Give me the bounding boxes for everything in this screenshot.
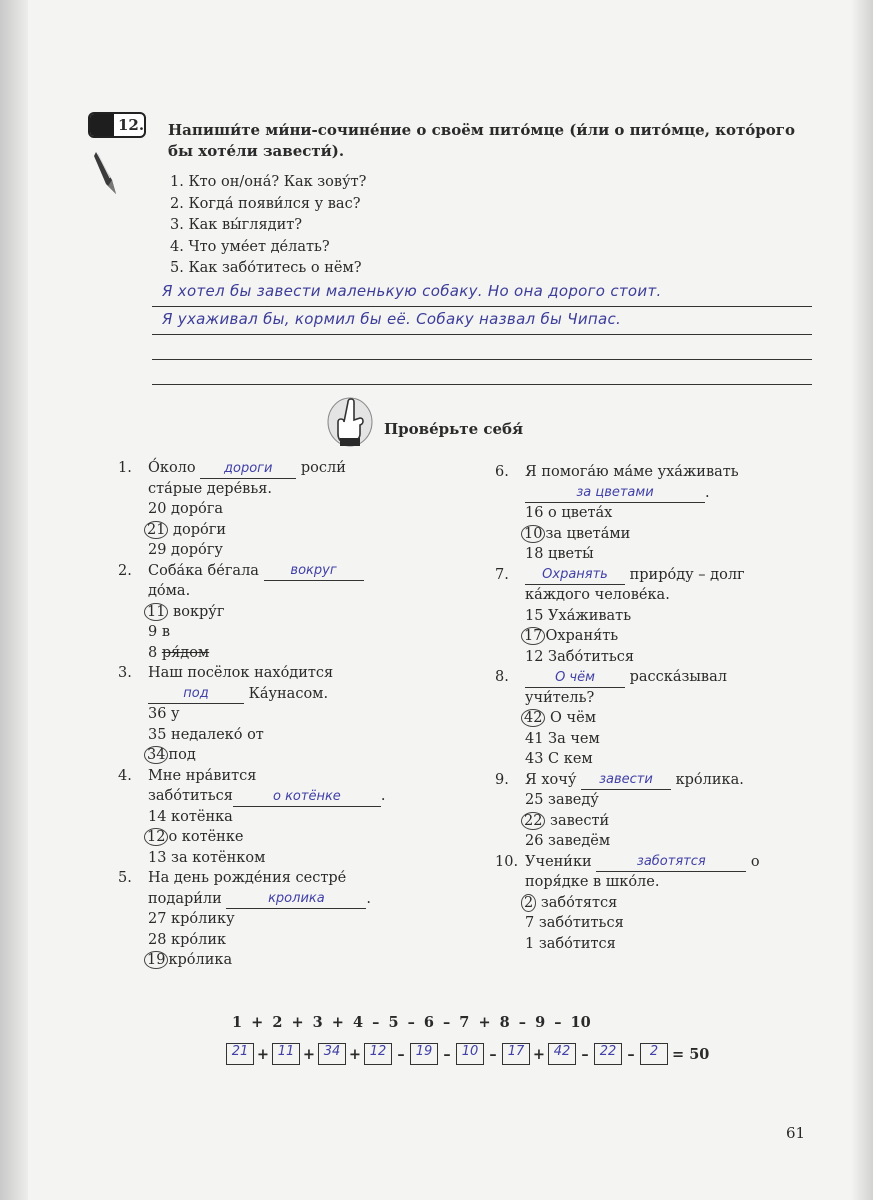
circle-mark: 34	[144, 746, 168, 764]
test-item-3	[118, 663, 498, 766]
answer-option-circled[interactable]: 42 О чём	[525, 708, 825, 729]
operator: +	[256, 1045, 270, 1063]
answer-option[interactable]: 28 кро́лик	[148, 931, 227, 948]
item-number: 7.	[495, 566, 509, 583]
handwritten-answer: о котёнке	[272, 788, 341, 804]
answer-option-circled[interactable]: 34 под	[148, 745, 498, 766]
answer-blank[interactable]	[233, 787, 381, 807]
item-text-line2: учи́тель?	[525, 689, 595, 706]
handwritten-answer: вокруг	[290, 563, 337, 578]
question-item: 2. Когда́ появи́лся у вас?	[170, 195, 361, 212]
writing-line[interactable]	[152, 282, 812, 307]
self-check-title: Прове́рьте себя́	[384, 420, 524, 438]
item-text-line2: поря́дке в шко́ле.	[525, 874, 660, 890]
operator: +	[302, 1045, 316, 1063]
answer-option[interactable]: 20 доро́га	[148, 501, 223, 517]
answer-blank[interactable]	[200, 459, 296, 479]
question-item: 3. Как вы́глядит?	[170, 217, 303, 233]
handwritten-answer: заботятся	[636, 854, 706, 869]
answer-option[interactable]: 29 доро́гу	[148, 542, 223, 558]
item-text-after: .	[366, 890, 372, 907]
answer-option[interactable]: 7 забо́титься	[525, 915, 624, 931]
circle-mark: 19	[144, 951, 168, 969]
answer-blank[interactable]	[525, 565, 625, 585]
answer-blank[interactable]	[581, 770, 671, 790]
answer-option[interactable]: 35 недалеко́ от	[148, 726, 264, 743]
handwritten-answer: дороги	[224, 460, 273, 476]
answer-blank[interactable]	[525, 483, 705, 503]
writing-line[interactable]	[152, 310, 812, 335]
item-text-line2: ка́ждого челове́ка.	[525, 587, 670, 603]
answer-option-circled[interactable]: 19 кро́лика	[148, 950, 498, 971]
handwritten-answer: О чём	[555, 669, 595, 685]
item-text-after: .	[705, 484, 710, 501]
item-text-line2: до́ма.	[148, 583, 191, 599]
handwritten-answer: под	[183, 686, 209, 701]
answer-option-circled[interactable]: 11 вокру́г	[148, 602, 498, 623]
item-text-after: о	[750, 853, 760, 870]
circle-mark: 22	[521, 812, 545, 830]
circle-mark: 21	[144, 521, 168, 539]
circle-mark: 42	[521, 709, 545, 727]
item-text-line2: забо́титься	[148, 788, 233, 804]
answer-option-circled[interactable]: 21 доро́ги	[148, 520, 498, 541]
exercise-number-badge	[88, 112, 146, 138]
answer-blank[interactable]	[148, 684, 244, 704]
answer-blank[interactable]	[525, 668, 625, 688]
answer-box[interactable]: 21	[226, 1043, 254, 1065]
item-number: 5.	[118, 870, 132, 886]
answer-option[interactable]: 26 заведём	[525, 833, 611, 849]
operator: +	[532, 1045, 546, 1063]
question-item: 1. Кто он/она́? Как зову́т?	[170, 174, 367, 190]
sum-result: = 50	[672, 1045, 710, 1063]
answer-blank[interactable]	[596, 852, 746, 872]
item-number: 3.	[118, 665, 132, 681]
item-text-after: кро́лика.	[675, 771, 744, 788]
item-text-after: расска́зывал	[629, 669, 727, 685]
answer-option[interactable]: 15 Уха́живать	[525, 607, 632, 624]
answer-box[interactable]: 42	[548, 1043, 576, 1065]
test-item-2	[118, 561, 498, 664]
test-item-7	[495, 565, 825, 668]
operator: –	[443, 1045, 451, 1063]
answer-box[interactable]: 22	[594, 1043, 622, 1065]
answer-blank[interactable]	[226, 889, 366, 909]
answer-option-circled[interactable]: 2 забо́тятся	[525, 893, 825, 914]
item-number: 2.	[118, 562, 132, 579]
answer-box[interactable]: 19	[410, 1043, 438, 1065]
operator: –	[397, 1045, 405, 1063]
item-text-before: Мне нра́вится	[148, 767, 257, 784]
item-number: 6.	[495, 464, 509, 480]
answer-option[interactable]: 36 у	[148, 706, 180, 722]
test-item-5	[118, 868, 498, 971]
item-text-before: Я помога́ю ма́ме уха́живать	[525, 464, 739, 480]
answer-option[interactable]: 12 Забо́титься	[525, 648, 635, 665]
item-text-before: О́коло	[148, 460, 196, 476]
page-edge-shadow	[851, 0, 873, 1200]
item-text-line2: подари́ли	[148, 890, 222, 907]
circle-mark: 11	[144, 603, 168, 621]
pointing-hand-icon	[326, 394, 376, 450]
handwritten-answer: кролика	[268, 891, 325, 906]
answer-option[interactable]: 18 цветы́	[525, 546, 594, 562]
question-item: 5. Как забо́титесь о нём?	[170, 260, 362, 276]
item-number: 4.	[118, 767, 132, 784]
test-item-9	[495, 770, 825, 852]
handwritten-answer: Я ухаживал бы, кормил бы её. Собаку назвал бы Чипас.	[162, 310, 622, 328]
writing-line[interactable]	[152, 360, 812, 385]
badge-block	[90, 114, 114, 136]
handwritten-answer: Я хотел бы завести маленькую собаку. Но она дорого стоит.	[162, 282, 662, 300]
answer-option-circled[interactable]: 10 за цвета́ми	[525, 524, 825, 545]
item-text-after: .	[380, 788, 386, 804]
answer-box[interactable]: 10	[456, 1043, 484, 1065]
answer-box[interactable]: 12	[364, 1043, 392, 1065]
item-text-after: приро́ду – долг	[629, 566, 745, 583]
item-number: 1.	[118, 460, 132, 476]
item-text-before: Наш посёлок нахо́дится	[148, 665, 334, 681]
sum-answer-row	[226, 1043, 709, 1065]
circle-mark: 12	[144, 828, 168, 846]
handwritten-answer: за цветами	[576, 485, 654, 500]
answer-option[interactable]: 9 в	[148, 624, 170, 640]
question-list	[170, 172, 366, 280]
answer-blank[interactable]	[264, 561, 364, 581]
answer-box[interactable]: 2	[640, 1043, 668, 1065]
sum-formula: 1 + 2 + 3 + 4 – 5 – 6 – 7 + 8 – 9 – 10	[232, 1014, 591, 1031]
answer-option[interactable]: 43 С кем	[525, 751, 593, 767]
exercise-number: 12.	[118, 116, 145, 134]
answer-option[interactable]: 1 забо́тится	[525, 935, 616, 952]
item-number: 10.	[495, 853, 519, 870]
left-exercise-column	[118, 458, 498, 971]
answer-option[interactable]: 16 о цвета́х	[525, 505, 613, 521]
circle-mark: 10	[521, 525, 545, 543]
item-text-line2: ста́рые дере́вья.	[148, 480, 272, 497]
item-text-before: На день рожде́ния сестре́	[148, 870, 347, 886]
answer-option[interactable]: 25 заведу́	[525, 792, 599, 808]
item-text-before: Соба́ка бе́гала	[148, 562, 259, 579]
answer-box[interactable]: 11	[272, 1043, 300, 1065]
test-item-6	[495, 462, 825, 565]
answer-option-circled[interactable]: 12 о котёнке	[148, 827, 498, 848]
answer-option[interactable]: 27 кро́лику	[148, 911, 235, 927]
test-item-4	[118, 766, 498, 869]
answer-option-circled[interactable]: 17 Охраня́ть	[525, 626, 825, 647]
operator: –	[489, 1045, 497, 1063]
answer-option[interactable]: 41 За чем	[525, 730, 600, 747]
exercise-title: Напиши́те ми́ни-сочине́ние о своём пито́мце (и́ли о пито́мце, кото́рого бы хоте́ли завести́).	[168, 121, 795, 160]
question-item: 4. Что уме́ет де́лать?	[170, 238, 330, 255]
right-exercise-column	[495, 462, 825, 954]
operator: –	[627, 1045, 635, 1063]
operator: +	[348, 1045, 362, 1063]
item-text-before: Учени́ки	[525, 853, 592, 870]
circle-mark: 17	[521, 627, 545, 645]
handwritten-answer: Охранять	[542, 567, 608, 582]
test-item-10	[495, 852, 825, 955]
answer-option[interactable]: 8 ря́дом	[148, 644, 210, 661]
writing-line[interactable]	[152, 335, 812, 360]
pen-icon	[92, 150, 122, 198]
item-number: 9.	[495, 771, 509, 788]
operator: –	[581, 1045, 589, 1063]
handwritten-answer: завести	[599, 772, 653, 787]
test-item-8	[495, 667, 825, 770]
item-text-after: росли́	[300, 460, 346, 476]
answer-box[interactable]: 34	[318, 1043, 346, 1065]
item-text-before: Я хочу́	[525, 771, 577, 788]
answer-box[interactable]: 17	[502, 1043, 530, 1065]
test-item-1	[118, 458, 498, 561]
answer-option-circled[interactable]: 22 завести́	[525, 811, 825, 832]
page-number: 61	[786, 1124, 806, 1142]
item-number: 8.	[495, 669, 509, 685]
answer-option[interactable]: 14 котёнка	[148, 808, 233, 825]
item-text-after: Ка́унасом.	[248, 685, 329, 702]
page-binding-shadow	[0, 0, 28, 1200]
circle-mark: 2	[521, 894, 536, 912]
answer-option[interactable]: 13 за котёнком	[148, 849, 266, 866]
